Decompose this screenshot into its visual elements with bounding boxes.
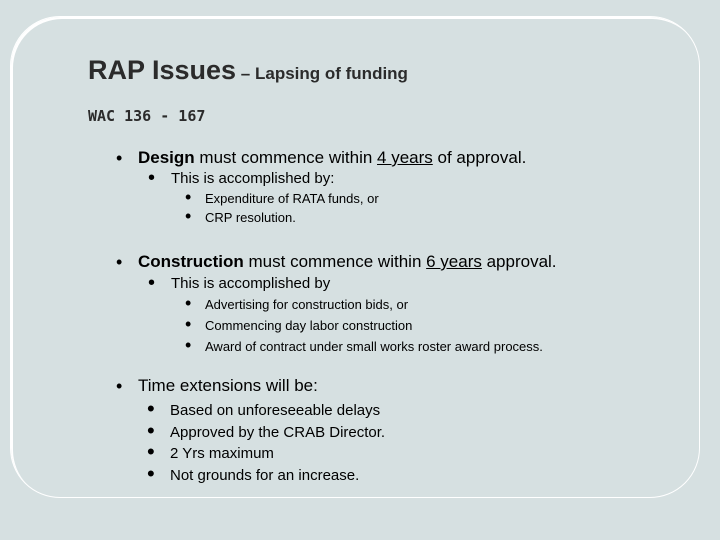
slide-title: [88, 55, 408, 86]
bullet-time-extensions: [116, 376, 318, 396]
bullet-dot: •: [116, 376, 123, 396]
design-sub-label-text: This is accomplished by:: [171, 170, 335, 187]
bullet-dot: •: [116, 148, 123, 168]
extension-item: [147, 461, 360, 486]
title-sub: – Lapsing of funding: [236, 64, 408, 83]
design-years: 4 years: [377, 148, 433, 167]
design-item-text: CRP resolution.: [205, 210, 296, 225]
extension-item-text: 2 Yrs maximum: [170, 445, 274, 462]
bullet-dot: •: [116, 252, 123, 272]
construction-item: [185, 293, 409, 313]
wac-reference: WAC 136 - 167: [88, 107, 206, 125]
extension-item-text: Not grounds for an increase.: [170, 467, 360, 484]
bullet-dot: •: [147, 396, 155, 421]
bullet-construction: [116, 252, 557, 272]
construction-pre: must commence within: [243, 252, 427, 271]
bullet-dot: •: [185, 314, 192, 334]
design-sub-label: [148, 167, 335, 189]
extension-item: [147, 396, 381, 421]
construction-sub-label: [148, 272, 331, 294]
bullet-design: [116, 148, 527, 168]
construction-item: [185, 335, 543, 355]
extension-item: [147, 439, 274, 464]
construction-post: approval.: [481, 252, 557, 271]
bullet-dot: •: [147, 439, 155, 464]
extension-item-text: Approved by the CRAB Director.: [170, 424, 386, 441]
construction-years: 6 years: [426, 252, 482, 271]
extension-item-text: Based on unforeseeable delays: [170, 402, 381, 419]
design-item: [185, 206, 296, 226]
design-pre: must commence within: [194, 148, 378, 167]
construction-item-text: Advertising for construction bids, or: [205, 297, 409, 312]
construction-lead: Construction: [138, 252, 244, 271]
construction-item-text: Award of contract under small works roster award process.: [205, 339, 543, 354]
construction-item-text: Commencing day labor construction: [205, 318, 413, 333]
design-post: of approval.: [432, 148, 527, 167]
bullet-dot: •: [148, 167, 156, 189]
extensions-label: Time extensions will be:: [138, 376, 318, 395]
design-item-text: Expenditure of RATA funds, or: [205, 191, 379, 206]
extension-item: [147, 418, 386, 443]
bullet-dot: •: [148, 272, 156, 294]
bullet-dot: •: [147, 461, 155, 486]
construction-sub-label-text: This is accomplished by: [171, 275, 331, 292]
bullet-dot: •: [185, 293, 192, 313]
title-main: RAP Issues: [88, 55, 237, 85]
construction-item: [185, 314, 413, 334]
bullet-dot: •: [185, 206, 192, 226]
design-item: [185, 187, 379, 207]
bullet-dot: •: [185, 335, 192, 355]
design-lead: Design: [138, 148, 195, 167]
bullet-dot: •: [185, 187, 192, 207]
bullet-dot: •: [147, 418, 155, 443]
